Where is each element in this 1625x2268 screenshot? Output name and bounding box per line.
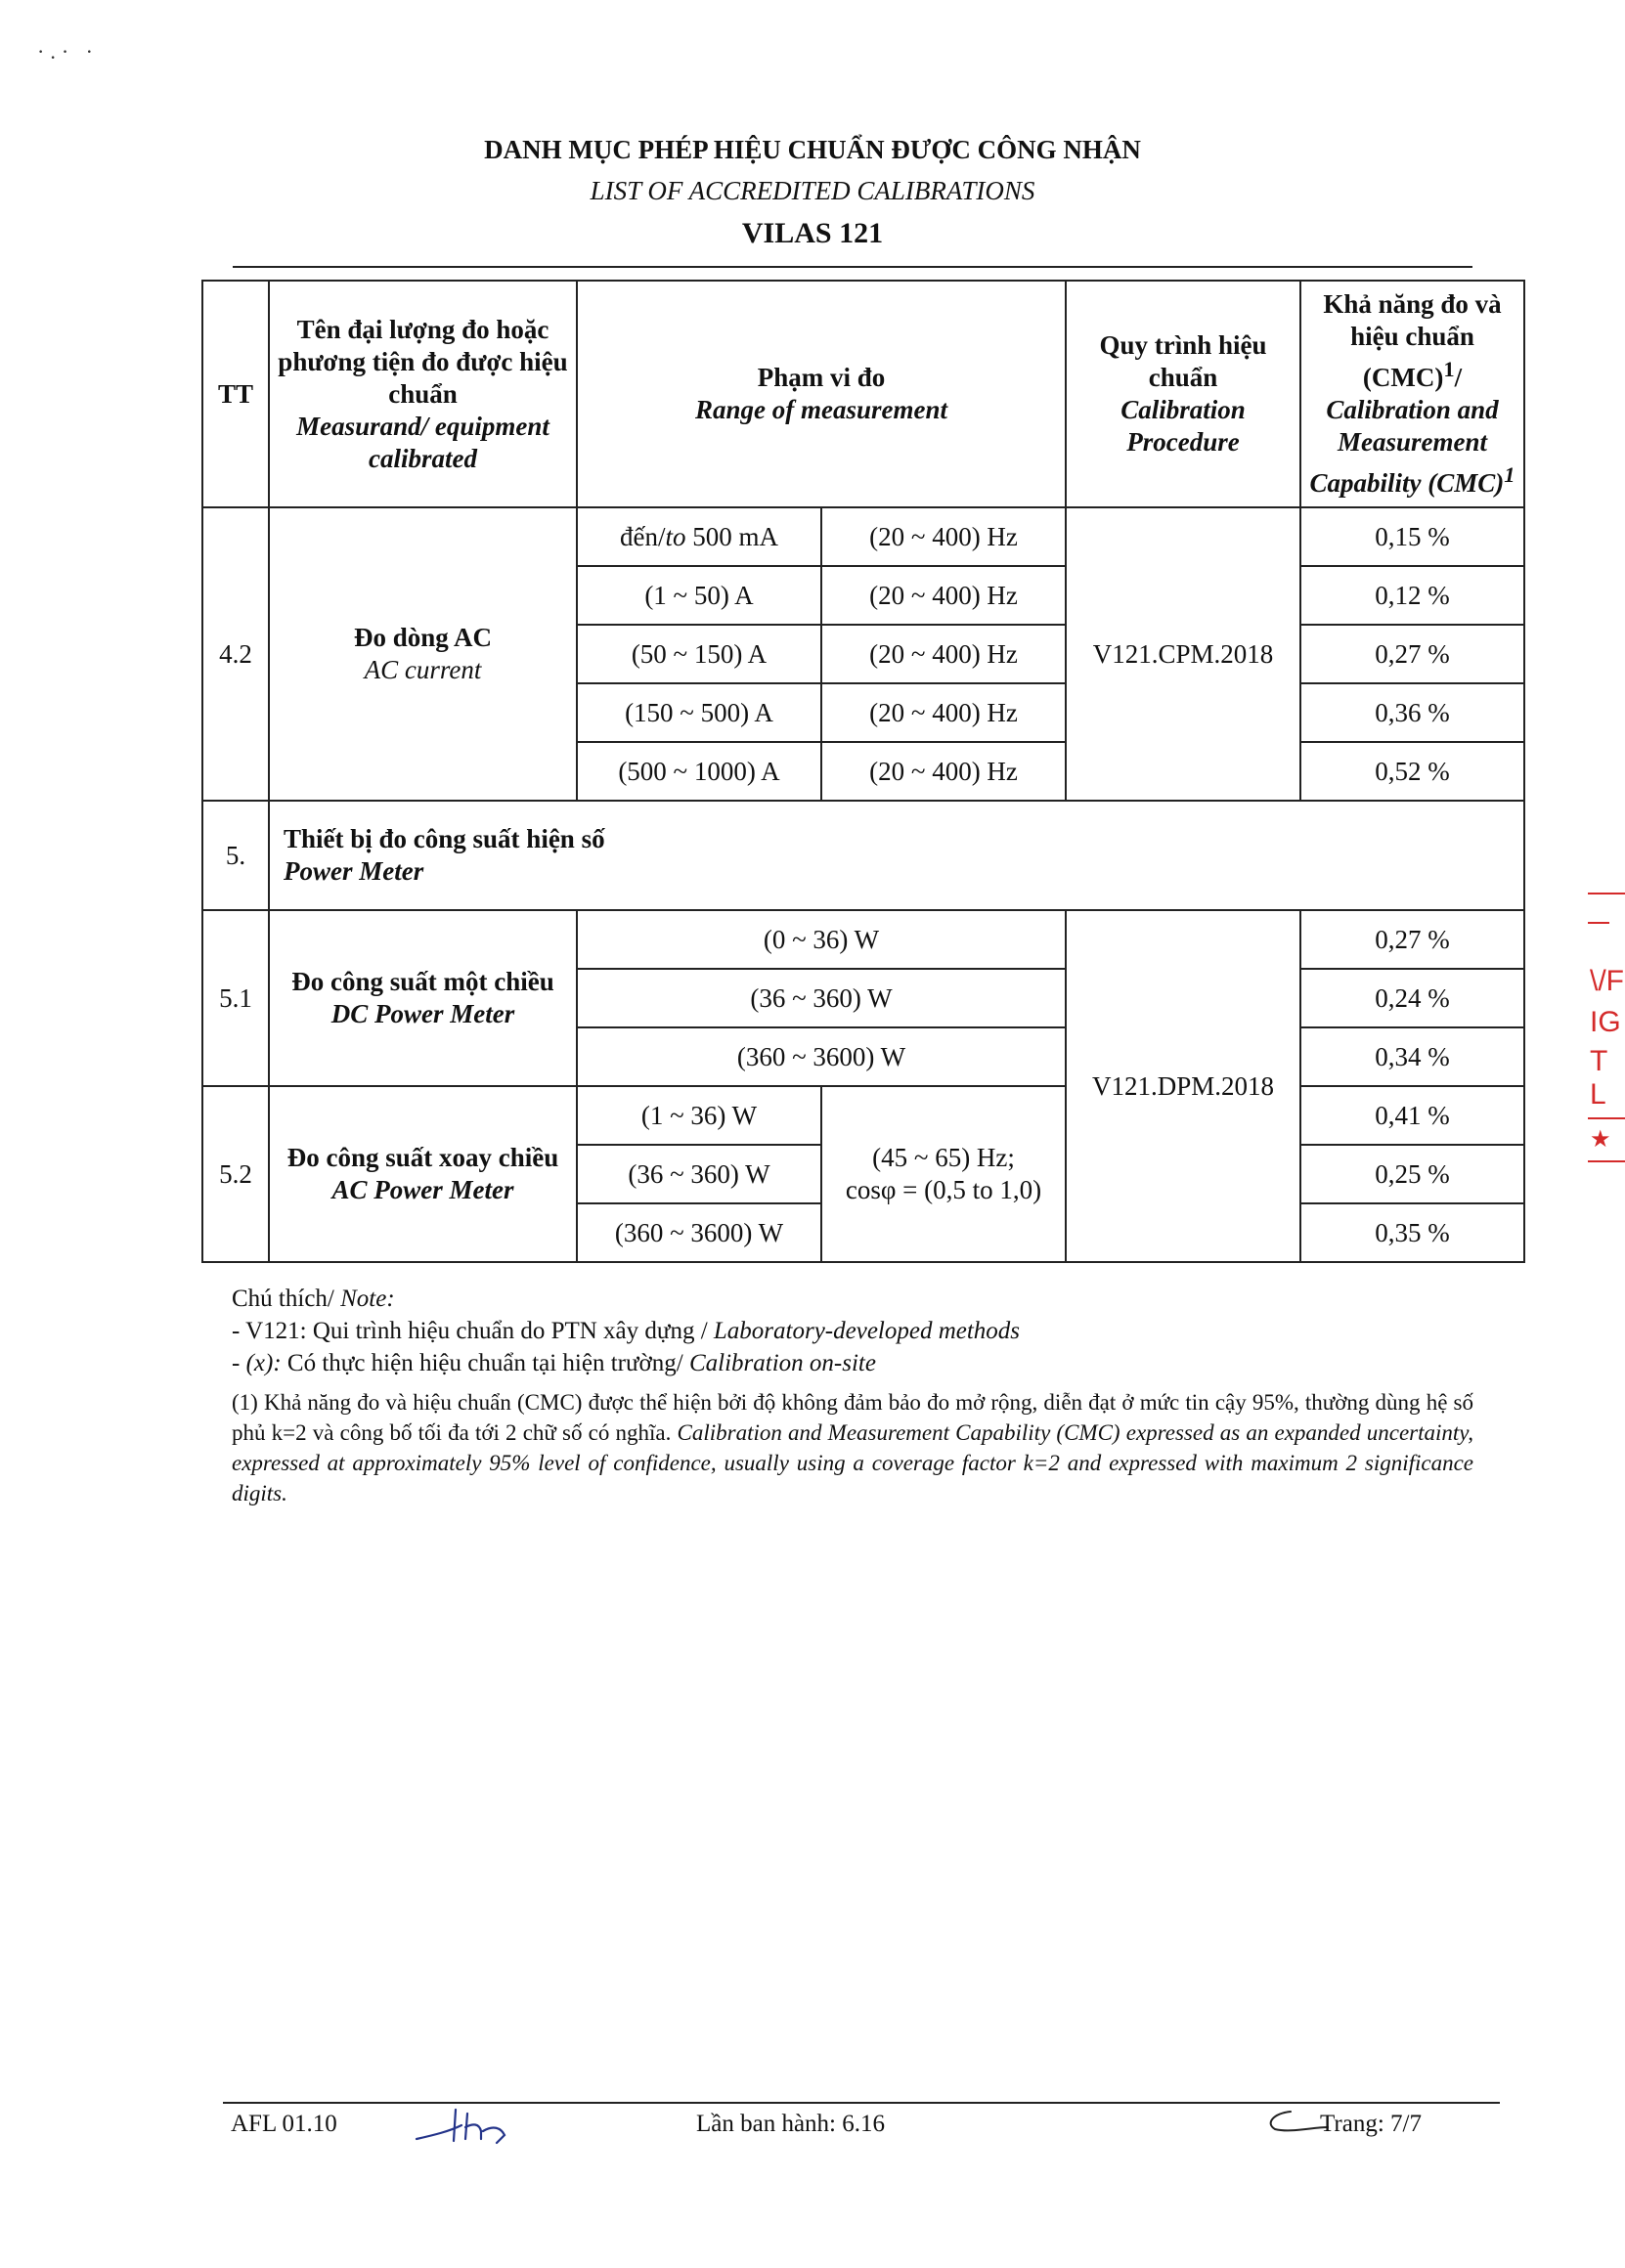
stamp-line (1588, 893, 1625, 894)
stamp-line (1588, 922, 1609, 924)
table-row (202, 507, 1524, 566)
vilas-code: VILAS 121 (741, 217, 884, 249)
frequency-cell: (20 ~ 400) Hz (821, 683, 1066, 742)
range-cell: (50 ~ 150) A (577, 625, 821, 683)
cmc-cell: 0,15 % (1300, 507, 1524, 566)
note-v121: - V121: Qui trình hiệu chuẩn do PTN xây dựng / Laboratory-developed methods (232, 1318, 1021, 1344)
range-cell: (36 ~ 360) W (577, 969, 1066, 1027)
row-measurand (269, 1086, 577, 1262)
document-title-block (0, 129, 1625, 256)
range-cell: (500 ~ 1000) A (577, 742, 821, 801)
header-measurand (269, 281, 577, 507)
row-measurand (269, 910, 577, 1086)
measurand-vi: Đo công suất một chiều (291, 967, 554, 996)
header-measurand-en: Measurand/ equipment calibrated (296, 411, 549, 473)
cmc-cell: 0,12 % (1300, 566, 1524, 625)
header-tt: TT (202, 281, 269, 507)
frequency-cell: (20 ~ 400) Hz (821, 742, 1066, 801)
measurand-en: DC Power Meter (330, 999, 515, 1028)
cmc-cell: 0,41 % (1300, 1086, 1524, 1145)
procedure-cell: V121.CPM.2018 (1066, 507, 1300, 801)
title-english: LIST OF ACCREDITED CALIBRATIONS (590, 176, 1035, 205)
cmc-cell: 0,27 % (1300, 625, 1524, 683)
row-tt: 5.2 (202, 1086, 269, 1262)
header-cmc (1300, 281, 1524, 507)
procedure-cell: V121.DPM.2018 (1066, 910, 1300, 1262)
note-onsite: - (x): Có thực hiện hiệu chuẩn tại hiện trường/ Calibration on-site (232, 1350, 876, 1376)
table-header-row (202, 281, 1524, 507)
header-procedure-en: Calibration Procedure (1120, 395, 1246, 457)
header-cmc-en: Calibration and Measurement Capability (CMC)$^1$ (1309, 395, 1515, 498)
stamp-text: T L (1590, 1045, 1607, 1111)
note-cmc-definition: (1) Khả năng đo và hiệu chuẩn (CMC) được thể hiện bởi độ không đảm bảo đo mở rộng, diễn đạt ở mức tin cậy 95%, thường dùng hệ số phủ k=2 và công bố tối đa tới 2 chữ số có nghĩa. Calibration and Measurement Capability (CMC) expressed as an expanded uncertainty, expressed at approximately 95% level of confidence, usually using a coverage factor k=2 and expressed with maximum 2 significance digits. (232, 1390, 1473, 1505)
row-tt: 5.1 (202, 910, 269, 1086)
frequency-range: (45 ~ 65) Hz; (872, 1143, 1015, 1172)
header-cmc-vi: Khả năng đo và hiệu chuẩn (CMC)$^1$/ (1323, 289, 1502, 392)
stamp-text: \/F (1590, 965, 1624, 997)
range-cell: (150 ~ 500) A (577, 683, 821, 742)
issue-number: Lần ban hành: 6.16 (696, 2111, 886, 2137)
measurand-vi: Đo công suất xoay chiều (286, 1143, 559, 1172)
power-factor-range: cosφ = (0,5 to 1,0) (845, 1175, 1042, 1204)
stamp-line (1588, 1160, 1625, 1162)
scan-specks: ·.· · (37, 39, 99, 64)
cmc-cell: 0,24 % (1300, 969, 1524, 1027)
cmc-cell: 0,34 % (1300, 1027, 1524, 1086)
measurand-vi: Đo dòng AC (353, 623, 493, 652)
header-procedure-vi: Quy trình hiệu chuẩn (1099, 330, 1267, 392)
header-range (577, 281, 1066, 507)
range-cell: (1 ~ 50) A (577, 566, 821, 625)
stamp-text: IG (1590, 1006, 1621, 1038)
table-row (202, 910, 1524, 969)
cmc-cell: 0,52 % (1300, 742, 1524, 801)
measurand-en: AC Power Meter (331, 1175, 514, 1204)
header-range-vi: Phạm vi đo (757, 363, 886, 392)
cmc-cell: 0,27 % (1300, 910, 1524, 969)
table-row (202, 1086, 1524, 1145)
frequency-cell: (20 ~ 400) Hz (821, 507, 1066, 566)
page-number: Trang: 7/7 (1320, 2111, 1422, 2137)
row-tt: 5. (202, 801, 269, 910)
form-code: AFL 01.10 (231, 2111, 337, 2137)
frequency-cell (821, 1086, 1066, 1262)
cmc-cell: 0,36 % (1300, 683, 1524, 742)
section-title-en: Power Meter (284, 856, 424, 886)
measurand-en: AC current (364, 655, 482, 684)
section-row (202, 801, 1524, 910)
range-cell: (360 ~ 3600) W (577, 1203, 821, 1262)
section-title (269, 801, 1524, 910)
header-range-en: Range of measurement (695, 395, 948, 424)
cmc-cell: 0,35 % (1300, 1203, 1524, 1262)
cmc-cell: 0,25 % (1300, 1145, 1524, 1203)
header-procedure (1066, 281, 1300, 507)
notes-section (232, 1283, 1473, 1508)
title-vietnamese: DANH MỤC PHÉP HIỆU CHUẨN ĐƯỢC CÔNG NHẬN (484, 135, 1141, 164)
range-cell: (360 ~ 3600) W (577, 1027, 1066, 1086)
range-cell: (1 ~ 36) W (577, 1086, 821, 1145)
range-cell: (36 ~ 360) W (577, 1145, 821, 1203)
row-measurand (269, 507, 577, 801)
row-tt: 4.2 (202, 507, 269, 801)
range-cell: (0 ~ 36) W (577, 910, 1066, 969)
title-rule (233, 266, 1472, 268)
stamp-line (1588, 1117, 1625, 1119)
range-cell: đến/to 500 mA (577, 507, 821, 566)
frequency-cell: (20 ~ 400) Hz (821, 566, 1066, 625)
initials-signature (411, 2102, 518, 2151)
frequency-cell: (20 ~ 400) Hz (821, 625, 1066, 683)
red-stamp-fragment (1582, 885, 1625, 1168)
section-title-vi: Thiết bị đo công suất hiện số (284, 824, 605, 853)
stamp-star-icon: ★ (1590, 1126, 1611, 1153)
header-measurand-vi: Tên đại lượng đo hoặc phương tiện đo được hiệu chuẩn (278, 314, 568, 409)
accredited-calibrations-table (201, 280, 1525, 1263)
notes-label: Chú thích/ Note: (232, 1286, 395, 1312)
